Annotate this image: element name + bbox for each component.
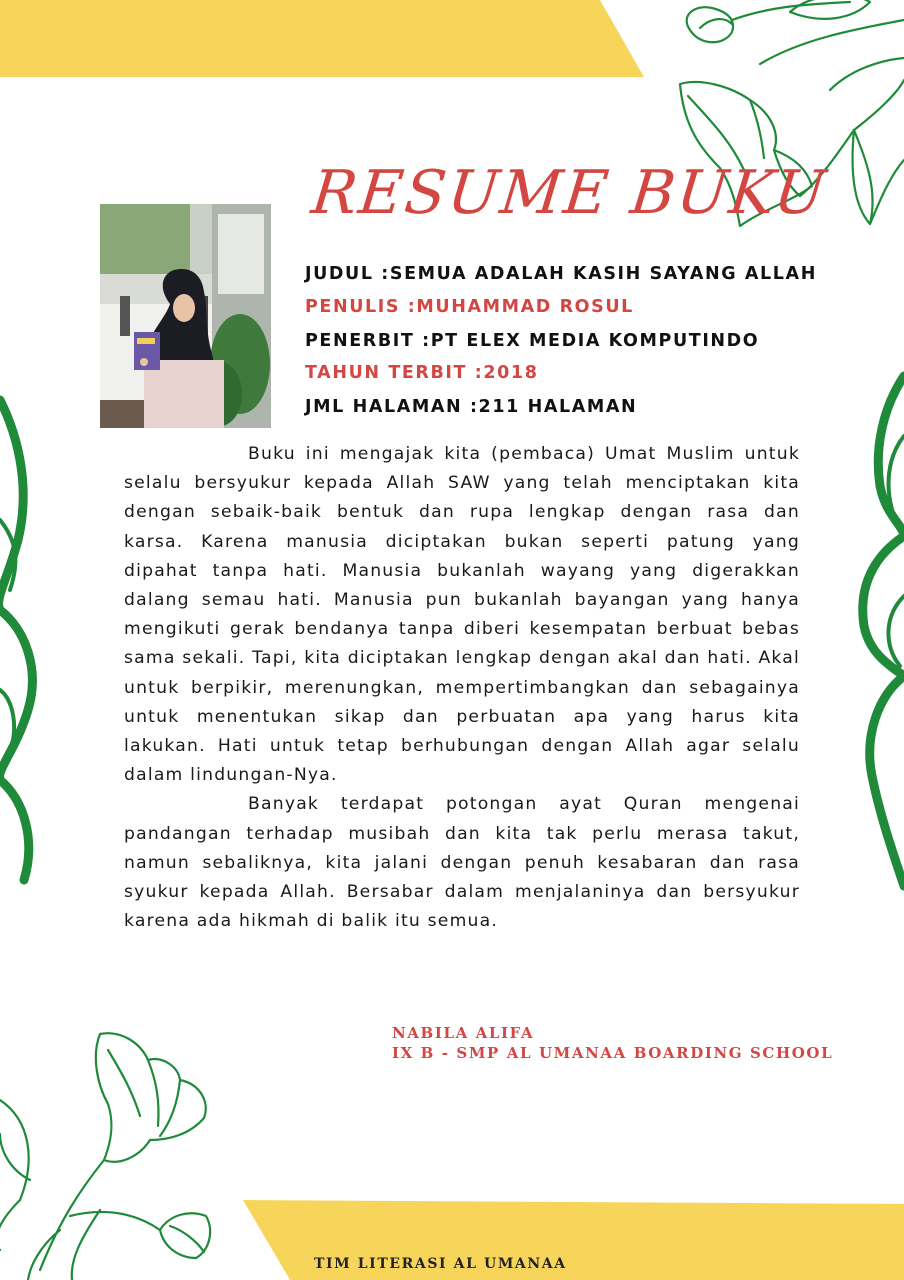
book-publisher-line: PENERBIT :PT ELEX MEDIA KOMPUTINDO — [305, 331, 760, 351]
student-photo — [100, 204, 271, 428]
footer-label: TIM LITERASI AL UMANAA — [314, 1256, 567, 1272]
book-author-line: PENULIS :MUHAMMAD ROSUL — [305, 297, 634, 317]
resume-body — [124, 440, 800, 936]
book-year-line: TAHUN TERBIT :2018 — [305, 363, 539, 383]
paragraph: Banyak terdapat potongan ayat Quran mengenai pandangan terhadap musibah dan kita tak perlu merasa takut, namun sebaliknya, kita jalani dengan penuh kesabaran dan rasa syukur kepada Allah. Bersabar dalam menjalaninya dan bersyukur karena ada hikmah di balik itu semua. — [124, 794, 800, 932]
paragraph: Buku ini mengajak kita (pembaca) Umat Muslim untuk selalu bersyukur kepada Allah SAW yang telah menciptakan kita dengan sebaik-baik bentuk dan rupa lengkap dengan rasa dan karsa. Karena manusia diciptakan bukan seperti patung yang dipahat tanpa hati. Manusia bukanlah wayang yang digerakkan dalang semau hati. Manusia pun bukanlah bayangan yang hanya mengikuti gerak bendanya tanpa diberi kesempatan berbuat bebas sama sekali. Tapi, kita diciptakan lengkap dengan akal dan hati. Akal untuk berpikir, merenungkan, mempertimbangkan dan sebagainya untuk menentukan sikap dan perbuatan apa yang harus kita lakukan. Hati untuk tetap berhubungan dengan Allah agar selalu dalam lindungan-Nya. — [124, 444, 800, 786]
reviewer-name: NABILA ALIFA — [392, 1024, 535, 1042]
book-pages-line: JML HALAMAN :211 HALAMAN — [305, 397, 638, 417]
book-title-line: JUDUL :SEMUA ADALAH KASIH SAYANG ALLAH — [305, 264, 817, 284]
page-title: RESUME BUKU — [308, 158, 831, 228]
right-vine-decoration — [844, 376, 904, 896]
left-vine-decoration — [0, 400, 60, 900]
reviewer-class: IX B - SMP AL UMANAA BOARDING SCHOOL — [392, 1044, 834, 1062]
flower-bottom-left-decoration — [0, 1030, 240, 1280]
